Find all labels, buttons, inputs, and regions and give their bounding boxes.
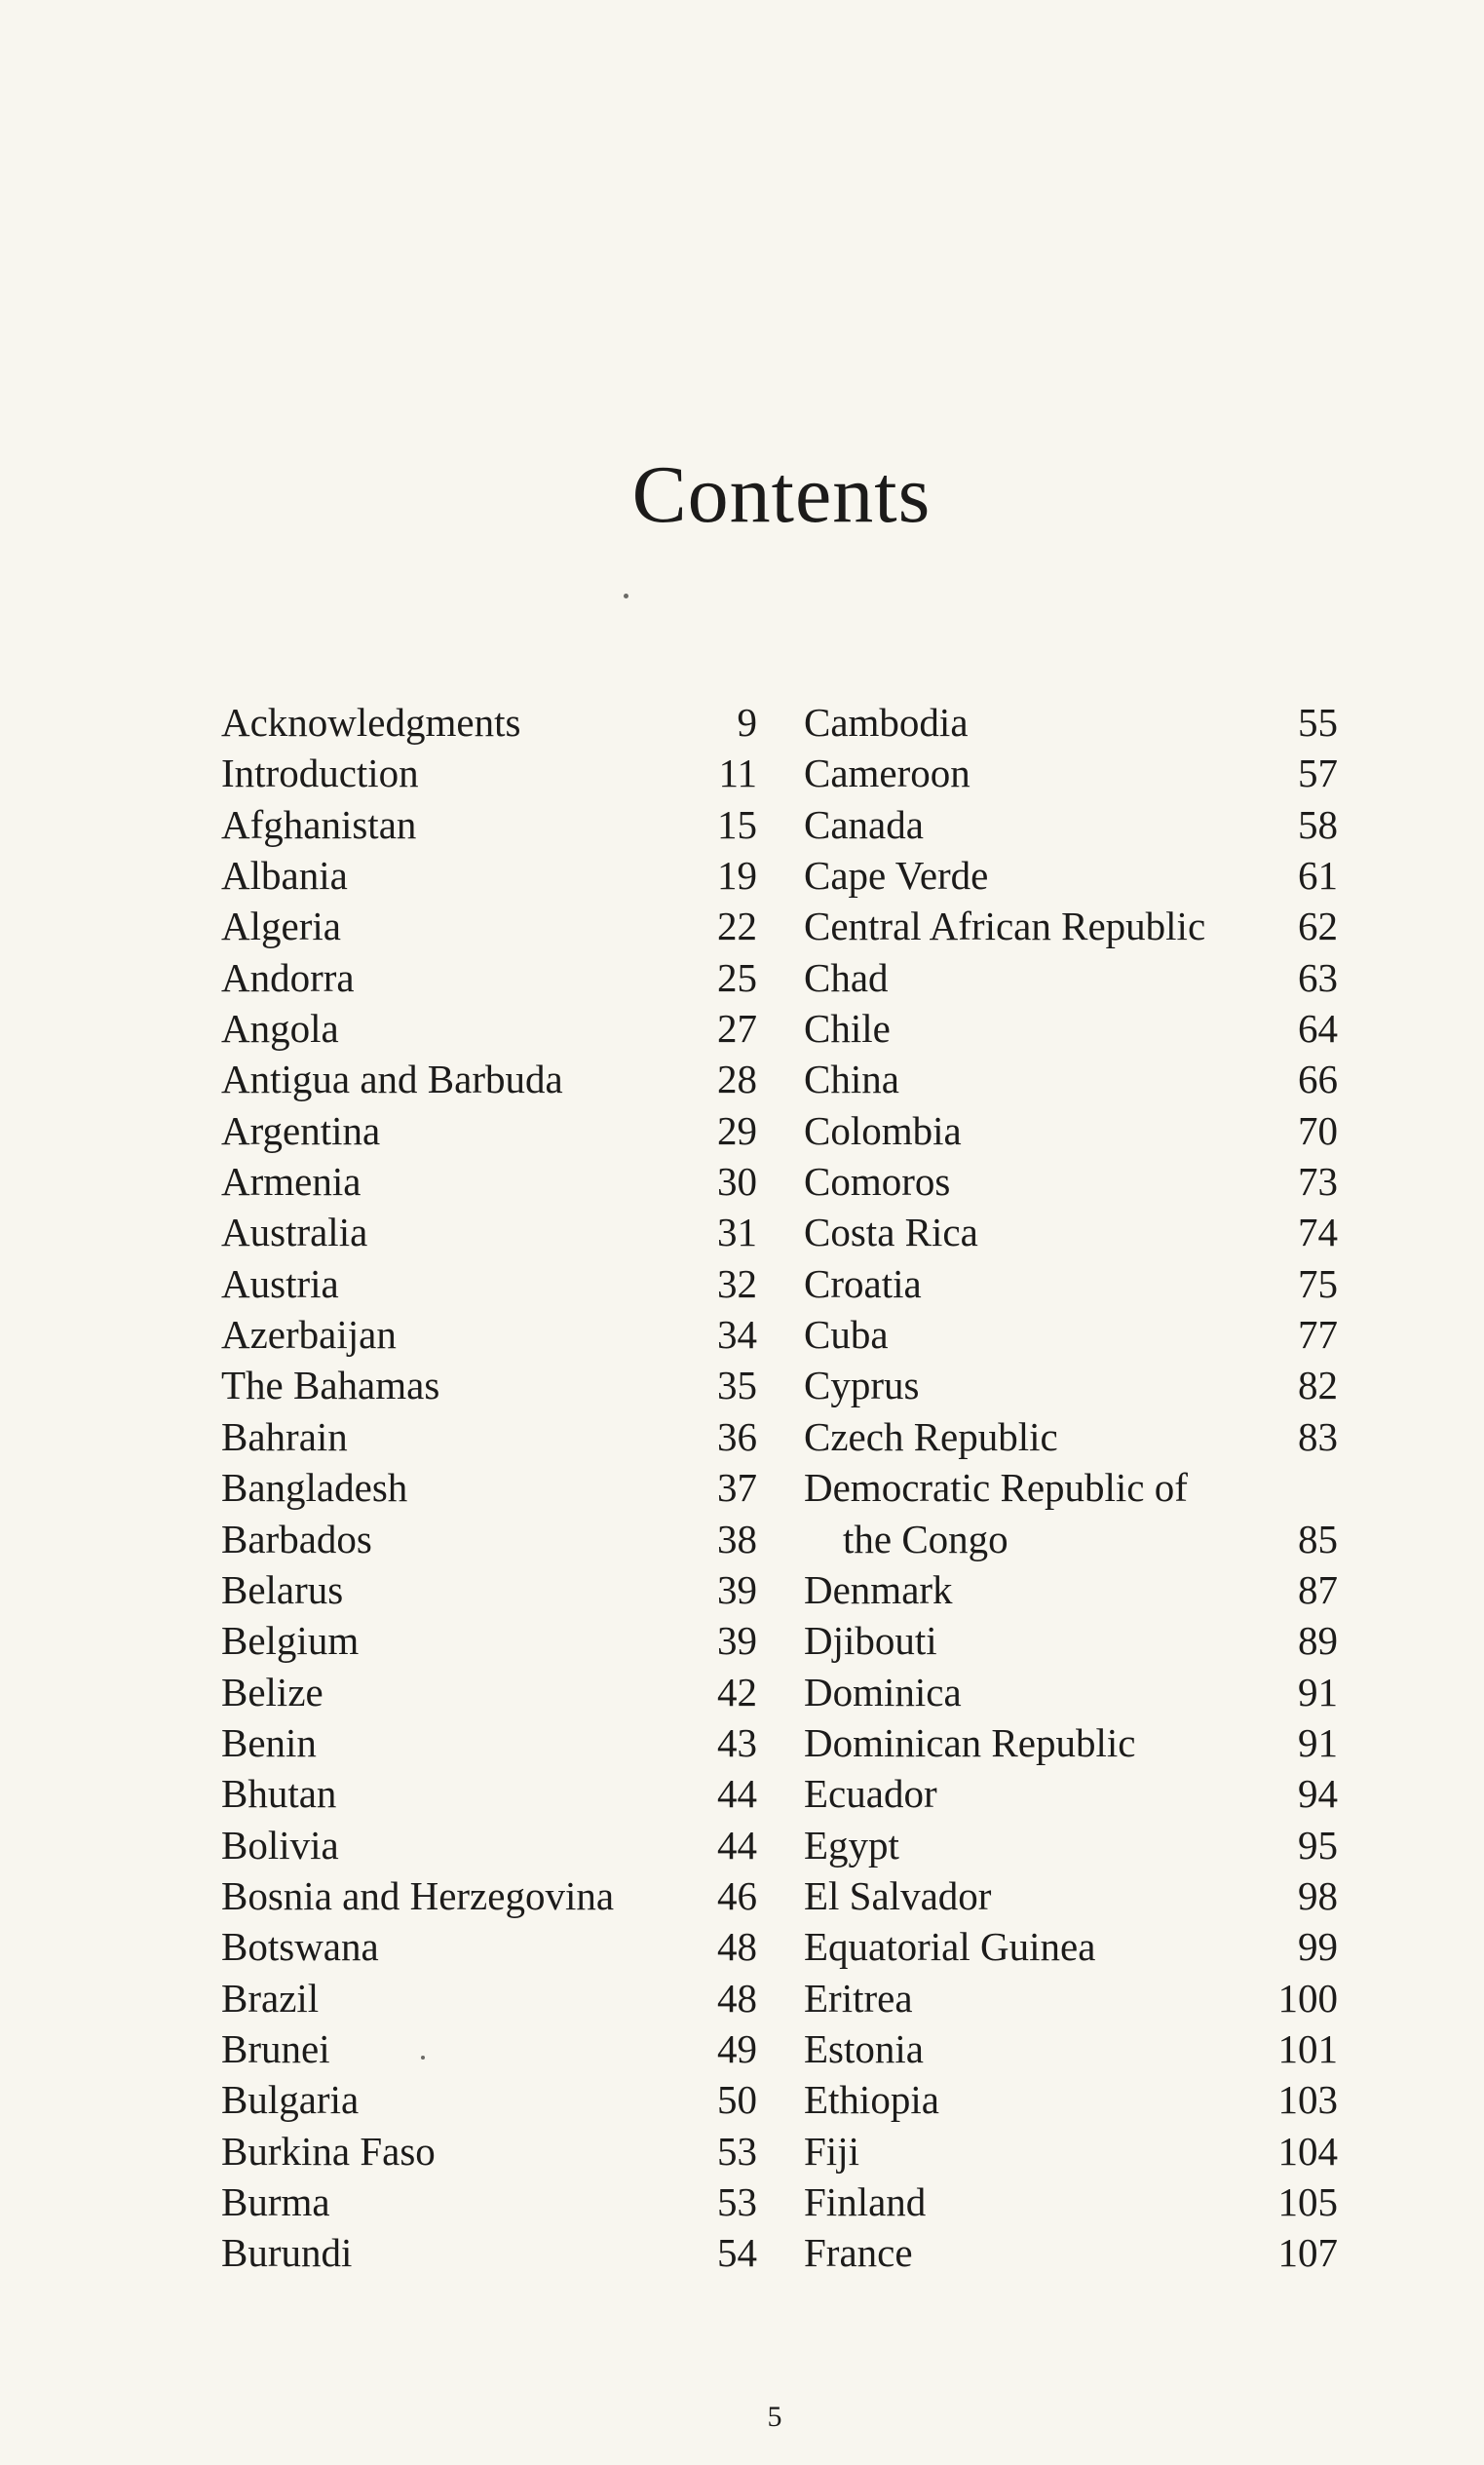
toc-entry-title-text: Argentina <box>221 1107 381 1153</box>
toc-entry <box>221 901 757 951</box>
toc-entry-title-text: Bhutan <box>221 1771 337 1817</box>
toc-entry-title <box>804 1820 899 1870</box>
toc-entry-title <box>804 697 969 748</box>
toc-entry-page-number: 29 <box>717 1107 757 1153</box>
toc-entry-page-number: 57 <box>1298 751 1338 796</box>
toc-entry-page-number: 87 <box>1298 1566 1338 1612</box>
toc-entry-title <box>804 2023 924 2074</box>
toc-entry <box>804 1258 1338 1309</box>
toc-entry-page-number: 91 <box>1298 1719 1338 1765</box>
toc-entry-page-number: 32 <box>717 1260 757 1306</box>
toc-entry-page-number: 62 <box>1298 904 1338 949</box>
toc-entry-page-number: 38 <box>717 1516 757 1561</box>
toc-entry-title <box>221 1514 372 1564</box>
toc-entry <box>221 1207 757 1257</box>
toc-entry-title-text: Bahrain <box>221 1413 348 1459</box>
toc-entry-title-text: Botswana <box>221 1924 379 1970</box>
toc-entry <box>804 1105 1338 1156</box>
toc-entry-title <box>804 748 970 798</box>
toc-entry-title <box>221 799 416 850</box>
toc-entry-title <box>221 952 355 1003</box>
toc-entry-title-text: Australia <box>221 1210 368 1255</box>
toc-entry-title-text: El Salvador <box>804 1872 992 1918</box>
toc-entry-title-text: Canada <box>804 801 924 847</box>
toc-entry-title-text: Cape Verde <box>804 853 989 899</box>
toc-entry-page-number: 73 <box>1298 1159 1338 1205</box>
toc-entry-title-text: Albania <box>221 853 348 899</box>
toc-entry-title-text: Chad <box>804 954 889 1000</box>
toc-entry-title-text: Cuba <box>804 1312 889 1358</box>
toc-entry <box>221 2227 757 2278</box>
toc-entry-page-number: 19 <box>717 853 757 899</box>
toc-entry-page-number: 105 <box>1277 2178 1338 2224</box>
toc-entry-title <box>804 1615 937 1666</box>
toc-entry <box>221 1615 757 1666</box>
toc-entry-page-number: 34 <box>717 1312 757 1358</box>
toc-entry-title-text: Czech Republic <box>804 1413 1058 1459</box>
toc-entry-page-number: 70 <box>1298 1107 1338 1153</box>
toc-entry-page-number: 27 <box>717 1006 757 1052</box>
toc-entry-page-number: 85 <box>1298 1516 1338 1561</box>
toc-entry-title-text: Dominican Republic <box>804 1719 1136 1765</box>
toc-entry-page-number: 53 <box>717 2178 757 2224</box>
ink-speck <box>624 594 628 598</box>
page-title: Contents <box>631 449 932 541</box>
toc-entry <box>804 952 1338 1003</box>
toc-entry <box>804 901 1338 951</box>
toc-entry-title <box>221 1921 379 1972</box>
toc-entry-title-text: Costa Rica <box>804 1210 978 1255</box>
toc-entry-title <box>221 1717 317 1768</box>
toc-entry-title <box>221 2074 359 2125</box>
toc-entry-page-number: 39 <box>717 1566 757 1612</box>
toc-entry <box>221 1921 757 1972</box>
toc-entry <box>221 2023 757 2074</box>
toc-entry-page-number: 64 <box>1298 1006 1338 1052</box>
toc-entry <box>804 1462 1338 1564</box>
toc-entry-title-text: Ethiopia <box>804 2077 939 2123</box>
toc-entry-page-number: 35 <box>717 1363 757 1408</box>
toc-entry-page-number: 103 <box>1277 2077 1338 2123</box>
toc-entry-title <box>221 2023 330 2074</box>
toc-entry <box>804 1309 1338 1360</box>
toc-entry-title <box>804 1973 913 2023</box>
toc-entry-title-text: Cameroon <box>804 751 970 796</box>
toc-entry-page-number: 46 <box>717 1872 757 1918</box>
toc-entry-title-text: China <box>804 1057 899 1102</box>
toc-entry-title <box>804 1564 953 1615</box>
toc-entry-title <box>221 850 348 901</box>
toc-entry-title-text: Equatorial Guinea <box>804 1924 1096 1970</box>
toc-entry-title-text: Dominica <box>804 1669 962 1714</box>
toc-entry-title <box>804 1411 1058 1462</box>
toc-entry <box>221 2126 757 2176</box>
toc-entry-page-number: 36 <box>717 1413 757 1459</box>
toc-entry-title <box>221 1003 339 1054</box>
toc-entry-title <box>221 1615 359 1666</box>
toc-entry-page-number: 39 <box>717 1618 757 1664</box>
toc-entry-page-number: 44 <box>717 1771 757 1817</box>
toc-entry-title-text: Cambodia <box>804 700 969 745</box>
page-number: 5 <box>767 2401 782 2433</box>
toc-entry-title-text: Belarus <box>221 1566 344 1612</box>
toc-entry-title-text: Denmark <box>804 1566 953 1612</box>
toc-entry <box>221 1564 757 1615</box>
toc-entry-title <box>221 2176 330 2227</box>
toc-entry <box>804 2074 1338 2125</box>
toc-entry-title-text: Bosnia and Herzegovina <box>221 1872 615 1918</box>
toc-entry <box>221 1820 757 1870</box>
toc-entry-title-text: Ecuador <box>804 1771 937 1817</box>
toc-entry-title <box>804 901 1205 951</box>
toc-entry-title-text: Bolivia <box>221 1822 339 1868</box>
toc-entry-page-number: 77 <box>1298 1312 1338 1358</box>
toc-entry-title-text: Djibouti <box>804 1618 937 1664</box>
toc-entry-page-number: 49 <box>717 2025 757 2071</box>
toc-left-column <box>221 697 757 2279</box>
toc-entry <box>221 1054 757 1104</box>
toc-entry-title <box>221 1768 336 1819</box>
toc-entry-title <box>804 2227 913 2278</box>
toc-entry-title-text: Belize <box>221 1669 323 1714</box>
toc-entry-title <box>804 2074 939 2125</box>
toc-entry-page-number: 30 <box>717 1159 757 1205</box>
toc-entry-title-text: Burundi <box>221 2230 353 2276</box>
toc-entry-title <box>804 1054 899 1104</box>
toc-entry-title-text: Antigua and Barbuda <box>221 1057 563 1102</box>
toc-entry-title <box>804 1921 1095 1972</box>
toc-entry-title-text: Afghanistan <box>221 801 417 847</box>
toc-entry <box>221 799 757 850</box>
toc-entry-title-text: Bangladesh <box>221 1465 408 1511</box>
toc-entry-title-text: Algeria <box>221 904 341 949</box>
toc-entry <box>804 799 1338 850</box>
toc-entry-page-number: 44 <box>717 1822 757 1868</box>
toc-entry-title-text: The Bahamas <box>221 1363 440 1408</box>
toc-entry <box>804 1003 1338 1054</box>
toc-entry-page-number: 63 <box>1298 954 1338 1000</box>
toc-entry <box>221 1003 757 1054</box>
toc-entry <box>221 748 757 798</box>
toc-entry <box>221 2176 757 2227</box>
toc-entry <box>804 1921 1338 1972</box>
toc-entry-title <box>804 850 988 901</box>
toc-entry <box>804 1973 1338 2023</box>
toc-entry-title <box>221 1105 380 1156</box>
toc-entry-title <box>221 1973 319 2023</box>
toc-entry-title-text: Armenia <box>221 1159 361 1205</box>
toc-entry-title <box>221 1564 343 1615</box>
toc-entry <box>221 850 757 901</box>
toc-entry <box>804 1156 1338 1207</box>
toc-entry-title-text: Burkina Faso <box>221 2128 436 2174</box>
toc-entry-page-number: 83 <box>1298 1413 1338 1459</box>
toc-entry-page-number: 89 <box>1298 1618 1338 1664</box>
toc-entry-page-number: 48 <box>717 1975 757 2021</box>
toc-entry-title <box>804 1258 922 1309</box>
toc-entry-title-text: Bulgaria <box>221 2077 360 2123</box>
toc-entry-page-number: 75 <box>1298 1260 1338 1306</box>
toc-entry-title-text: Austria <box>221 1260 339 1306</box>
toc-entry-title <box>221 1820 339 1870</box>
toc-entry-title <box>804 1003 891 1054</box>
toc-entry-title-text: Finland <box>804 2178 927 2224</box>
toc-entry-title <box>221 1258 339 1309</box>
toc-entry-title <box>804 1105 962 1156</box>
toc-entry-page-number: 50 <box>717 2077 757 2123</box>
toc-entry <box>804 1870 1338 1921</box>
toc-entry-title-text: Comoros <box>804 1159 951 1205</box>
toc-entry <box>221 697 757 748</box>
toc-entry <box>221 1156 757 1207</box>
toc-entry <box>804 1411 1338 1462</box>
toc-entry <box>221 1514 757 1564</box>
toc-entry <box>804 1768 1338 1819</box>
toc-entry-page-number: 55 <box>1298 700 1338 745</box>
toc-entry-title-text: Cyprus <box>804 1363 920 1408</box>
toc-entry <box>804 1564 1338 1615</box>
toc-entry-title-text: Colombia <box>804 1107 962 1153</box>
toc-entry-title <box>804 1462 1188 1564</box>
toc-entry-page-number: 37 <box>717 1465 757 1511</box>
toc-entry-title-text: Belgium <box>221 1618 360 1664</box>
toc-entry <box>804 2176 1338 2227</box>
toc-entry-page-number: 58 <box>1298 801 1338 847</box>
toc-entry-page-number: 94 <box>1298 1771 1338 1817</box>
toc-entry-page-number: 74 <box>1298 1210 1338 1255</box>
toc-entry-page-number: 61 <box>1298 853 1338 899</box>
toc-entry-title-text: Central African Republic <box>804 904 1206 949</box>
toc-entry-page-number: 82 <box>1298 1363 1338 1408</box>
toc-entry <box>804 2227 1338 2278</box>
toc-entry <box>221 1411 757 1462</box>
toc-entry <box>804 1667 1338 1717</box>
toc-entry-title-text: Barbados <box>221 1516 372 1561</box>
toc-entry-page-number: 43 <box>717 1719 757 1765</box>
toc-entry-title-text: Azerbaijan <box>221 1312 397 1358</box>
toc-entry <box>221 1258 757 1309</box>
toc-entry-title <box>221 748 419 798</box>
toc-entry <box>221 1768 757 1819</box>
toc-entry-title <box>221 1462 407 1513</box>
toc-entry-title <box>221 1309 397 1360</box>
toc-entry-page-number: 42 <box>717 1669 757 1714</box>
toc-entry-title-continuation: the Congo <box>843 1516 1008 1561</box>
toc-entry-title <box>804 952 889 1003</box>
toc-entry-page-number: 91 <box>1298 1669 1338 1714</box>
toc-entry-title <box>221 1207 367 1257</box>
toc-entry-title <box>221 1870 614 1921</box>
toc-entry <box>221 1667 757 1717</box>
toc-entry-page-number: 22 <box>717 904 757 949</box>
toc-entry <box>804 1360 1338 1410</box>
toc-entry-page-number: 15 <box>717 801 757 847</box>
toc-entry <box>804 697 1338 748</box>
toc-entry-page-number: 101 <box>1277 2025 1338 2071</box>
toc-entry-title-text: Chile <box>804 1006 891 1052</box>
toc-entry <box>804 748 1338 798</box>
toc-entry-page-number: 25 <box>717 954 757 1000</box>
toc-entry <box>221 1462 757 1513</box>
toc-entry-title-text: Croatia <box>804 1260 922 1306</box>
toc-entry-title <box>804 2176 926 2227</box>
toc-entry-page-number: 104 <box>1277 2128 1338 2174</box>
toc-entry-title <box>804 1360 919 1410</box>
toc-entry-title <box>221 901 341 951</box>
toc-entry <box>221 2074 757 2125</box>
toc-entry-title-text: Brazil <box>221 1975 320 2021</box>
toc-entry-page-number: 31 <box>717 1210 757 1255</box>
toc-entry-title <box>221 1054 563 1104</box>
toc-entry <box>221 1360 757 1410</box>
toc-entry-title <box>221 2227 352 2278</box>
toc-entry-title-text: Angola <box>221 1006 339 1052</box>
toc-entry-title-text: Democratic Republic of <box>804 1465 1188 1511</box>
toc-entry-title-text: Fiji <box>804 2128 859 2174</box>
toc-entry-title <box>804 1309 889 1360</box>
toc-entry-page-number: 48 <box>717 1924 757 1970</box>
toc-entry-title <box>221 1360 439 1410</box>
toc-entry-page-number: 54 <box>717 2230 757 2276</box>
toc-entry-page-number: 100 <box>1277 1975 1338 2021</box>
toc-entry-page-number: 9 <box>737 700 757 745</box>
toc-entry-title <box>221 2126 436 2176</box>
toc-entry-title-text: Brunei <box>221 2025 330 2071</box>
toc-entry-page-number: 53 <box>717 2128 757 2174</box>
toc-entry-title-text: Benin <box>221 1719 317 1765</box>
toc-entry-title-text: France <box>804 2230 913 2276</box>
toc-entry-page-number: 107 <box>1277 2230 1338 2276</box>
toc-entry <box>804 2023 1338 2074</box>
toc-entry <box>804 1054 1338 1104</box>
toc-entry-page-number: 99 <box>1298 1924 1338 1970</box>
toc-entry-title-text: Estonia <box>804 2025 924 2071</box>
toc-entry-title <box>221 1411 348 1462</box>
toc-entry-page-number: 11 <box>718 751 757 796</box>
toc-entry-title <box>804 1717 1135 1768</box>
toc-entry-title <box>804 799 924 850</box>
toc-entry-title <box>804 1207 978 1257</box>
toc-entry-title-text: Egypt <box>804 1822 899 1868</box>
toc-entry <box>221 1870 757 1921</box>
toc-entry-page-number: 28 <box>717 1057 757 1102</box>
toc-entry <box>221 952 757 1003</box>
toc-entry-title <box>804 1768 937 1819</box>
toc-entry-title <box>804 2126 859 2176</box>
toc-entry-title <box>804 1870 991 1921</box>
toc-entry-title-text: Acknowledgments <box>221 700 521 745</box>
toc-entry <box>804 1820 1338 1870</box>
toc-entry <box>804 1207 1338 1257</box>
toc-entry <box>221 1105 757 1156</box>
toc-entry <box>221 1973 757 2023</box>
toc-entry-page-number: 66 <box>1298 1057 1338 1102</box>
toc-right-column <box>804 697 1338 2279</box>
toc-entry-title <box>221 1156 361 1207</box>
toc-entry-title-text: Eritrea <box>804 1975 913 2021</box>
toc-entry-title <box>804 1156 950 1207</box>
toc-entry-title <box>221 1667 323 1717</box>
toc-entry <box>221 1717 757 1768</box>
toc-entry-page-number: 98 <box>1298 1872 1338 1918</box>
toc-entry-title-text: Andorra <box>221 954 355 1000</box>
toc-entry <box>804 1717 1338 1768</box>
toc-entry-title-text: Burma <box>221 2178 330 2224</box>
toc-entry-title <box>221 697 520 748</box>
toc-entry <box>804 2126 1338 2176</box>
toc-entry-page-number: 95 <box>1298 1822 1338 1868</box>
toc-entry <box>221 1309 757 1360</box>
toc-entry-title-text: Introduction <box>221 751 419 796</box>
toc-entry <box>804 1615 1338 1666</box>
toc-entry <box>804 850 1338 901</box>
toc-entry-title <box>804 1667 962 1717</box>
